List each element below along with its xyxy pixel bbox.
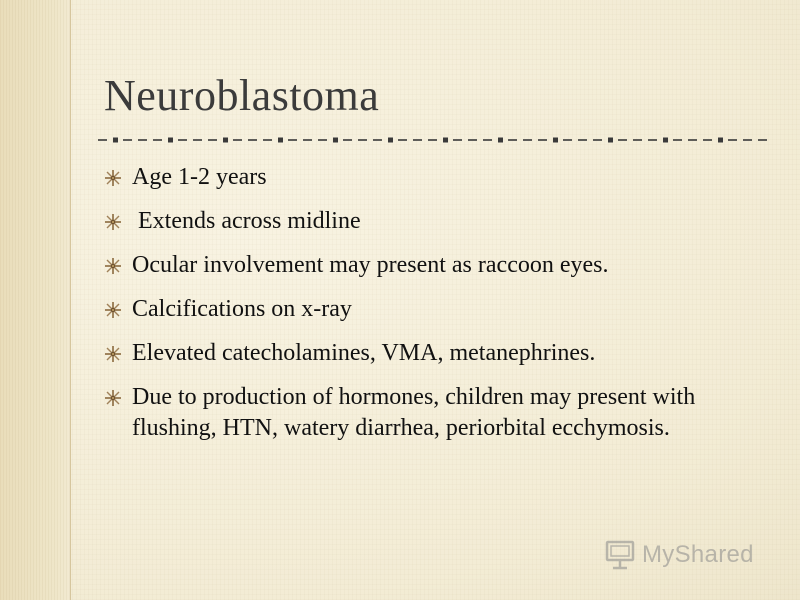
bullet-icon bbox=[104, 345, 122, 363]
watermark-text: MyShared bbox=[642, 541, 754, 568]
bullet-icon bbox=[104, 389, 122, 407]
dashed-divider bbox=[98, 132, 770, 148]
bullet-item bbox=[104, 294, 764, 325]
bullet-icon bbox=[104, 301, 122, 319]
bullet-icon bbox=[104, 257, 122, 275]
watermark bbox=[604, 535, 754, 575]
bullet-item bbox=[104, 382, 764, 444]
bullet-item bbox=[104, 250, 764, 281]
bullet-text: Elevated catecholamines, VMA, metanephrines. bbox=[132, 340, 596, 366]
bullet-item bbox=[104, 338, 764, 369]
slide-title: Neuroblastoma bbox=[104, 71, 380, 120]
bullet-item bbox=[104, 162, 764, 193]
bullet-icon bbox=[104, 169, 122, 187]
presentation-screen-icon bbox=[604, 538, 638, 572]
bullet-list bbox=[104, 162, 764, 457]
bullet-text: Age 1-2 years bbox=[132, 164, 267, 190]
bullet-text: Due to production of hormones, children may present with flushing, HTN, watery diarrhea, periorbital ecchymosis. bbox=[132, 384, 696, 441]
bullet-icon bbox=[104, 213, 122, 231]
bullet-item bbox=[104, 206, 764, 237]
bullet-text: Extends across midline bbox=[132, 208, 361, 234]
bullet-text: Ocular involvement may present as raccoon eyes. bbox=[132, 252, 609, 278]
bullet-text: Calcifications on x-ray bbox=[132, 296, 352, 322]
left-margin-band bbox=[0, 0, 71, 600]
